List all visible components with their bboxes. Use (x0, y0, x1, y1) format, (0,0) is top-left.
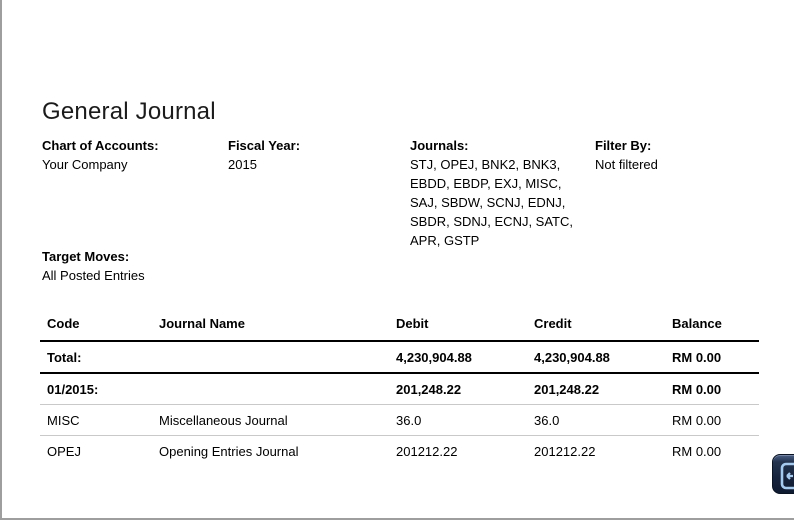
cell-debit: 36.0 (389, 405, 527, 436)
column-header-code: Code (40, 314, 152, 341)
table-row (40, 436, 759, 467)
page-title: General Journal (42, 98, 216, 126)
journals-label: Journals: (410, 138, 469, 153)
cell-code: 01/2015: (40, 373, 152, 405)
field-journals (410, 136, 590, 250)
field-chart-of-accounts (42, 136, 222, 174)
cell-balance: RM 0.00 (665, 341, 759, 373)
column-header-credit: Credit (527, 314, 665, 341)
table-row-total (40, 341, 759, 373)
column-header-debit: Debit (389, 314, 527, 341)
cell-debit: 201,248.22 (389, 373, 527, 405)
target-moves-value: All Posted Entries (42, 268, 145, 283)
cell-code: Total: (40, 341, 152, 373)
cell-balance: RM 0.00 (665, 373, 759, 405)
chart-of-accounts-label: Chart of Accounts: (42, 138, 159, 153)
journals-line: STJ, OPEJ, BNK2, BNK3, (410, 157, 561, 172)
field-filter-by (595, 136, 755, 174)
cell-credit: 4,230,904.88 (527, 341, 665, 373)
cell-debit: 201212.22 (396, 444, 458, 459)
journals-line: EBDD, EBDP, EXJ, MISC, (410, 176, 562, 191)
column-header-balance: Balance (665, 314, 759, 341)
journals-line: SBDR, SDNJ, ECNJ, SATC, (410, 214, 574, 229)
journals-line: APR, GSTP (410, 233, 480, 248)
journals-line: SAJ, SBDW, SCNJ, EDNJ, (410, 195, 566, 210)
chart-of-accounts-value: Your Company (42, 157, 128, 172)
table-row-period (40, 373, 759, 405)
table-header-row (40, 314, 759, 341)
fiscal-year-value: 2015 (228, 157, 257, 172)
cell-debit: 4,230,904.88 (389, 341, 527, 373)
cell-credit: 36.0 (527, 405, 665, 436)
cell-code: OPEJ (47, 444, 81, 459)
cell-name: Opening Entries Journal (159, 444, 299, 459)
fiscal-year-label: Fiscal Year: (228, 138, 301, 153)
cell-credit: 201212.22 (534, 444, 596, 459)
expand-arrows-icon (773, 460, 794, 492)
target-moves-label: Target Moves: (42, 249, 130, 264)
filter-by-value: Not filtered (595, 157, 658, 172)
table-row (40, 405, 759, 436)
cell-balance: RM 0.00 (665, 405, 759, 436)
cell-credit: 201,248.22 (527, 373, 665, 405)
filter-by-label: Filter By: (595, 138, 652, 153)
cell-name (152, 341, 389, 373)
field-target-moves (42, 247, 145, 285)
cell-name: Miscellaneous Journal (152, 405, 389, 436)
cell-name (152, 373, 389, 405)
column-header-name: Journal Name (152, 314, 389, 341)
cell-balance: RM 0.00 (672, 444, 722, 459)
cell-code: MISC (40, 405, 152, 436)
field-fiscal-year (228, 136, 398, 174)
journal-summary-table (40, 314, 759, 466)
expand-viewer-button[interactable] (772, 454, 794, 494)
